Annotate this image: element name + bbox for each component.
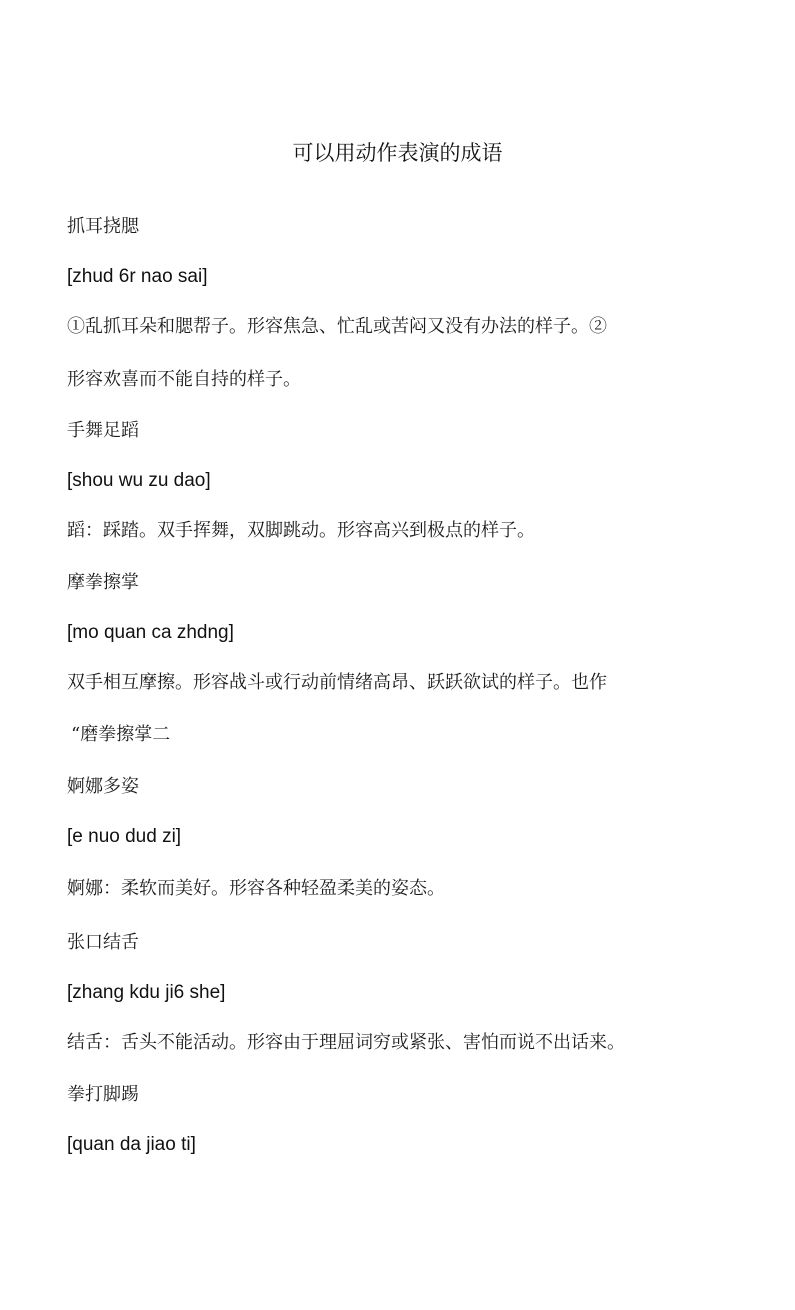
idiom-pinyin: [mo quan ca zhdng] xyxy=(67,622,234,643)
idiom-pinyin: [e nuo dud zi] xyxy=(67,826,182,847)
idiom-definition: ①乱抓耳朵和腮帮子。形容焦急、忙乱或苦闷又没有办法的样子。② xyxy=(67,316,607,337)
idiom-pinyin: [quan da jiao ti] xyxy=(67,1134,196,1155)
document-title: 可以用动作表演的成语 xyxy=(292,141,503,165)
idiom-term: 摩拳擦掌 xyxy=(67,572,139,593)
idiom-pinyin: [zhud 6r nao sai] xyxy=(67,266,208,287)
idiom-definition: 双手相互摩擦。形容战斗或行动前情绪高昂、跃跃欲试的样子。也作 xyxy=(67,672,607,693)
idiom-term: 张口结舌 xyxy=(67,932,139,953)
idiom-term: 抓耳挠腮 xyxy=(67,216,139,237)
idiom-definition: 婀娜：柔软而美好。形容各种轻盈柔美的姿态。 xyxy=(67,878,445,899)
idiom-term: 婀娜多姿 xyxy=(67,776,139,797)
idiom-pinyin: [shou wu zu dao] xyxy=(67,470,211,491)
idiom-definition: 结舌：舌头不能活动。形容由于理屈词穷或紧张、害怕而说不出话来。 xyxy=(67,1032,625,1053)
idiom-definition: “磨拳擦掌二 xyxy=(71,724,171,745)
idiom-definition: 蹈：踩踏。双手挥舞，双脚跳动。形容高兴到极点的样子。 xyxy=(67,520,535,541)
idiom-term: 手舞足蹈 xyxy=(67,420,139,441)
idiom-term: 拳打脚踢 xyxy=(67,1084,139,1105)
idiom-pinyin: [zhang kdu ji6 she] xyxy=(67,982,226,1003)
idiom-definition: 形容欢喜而不能自持的样子。 xyxy=(67,369,301,390)
